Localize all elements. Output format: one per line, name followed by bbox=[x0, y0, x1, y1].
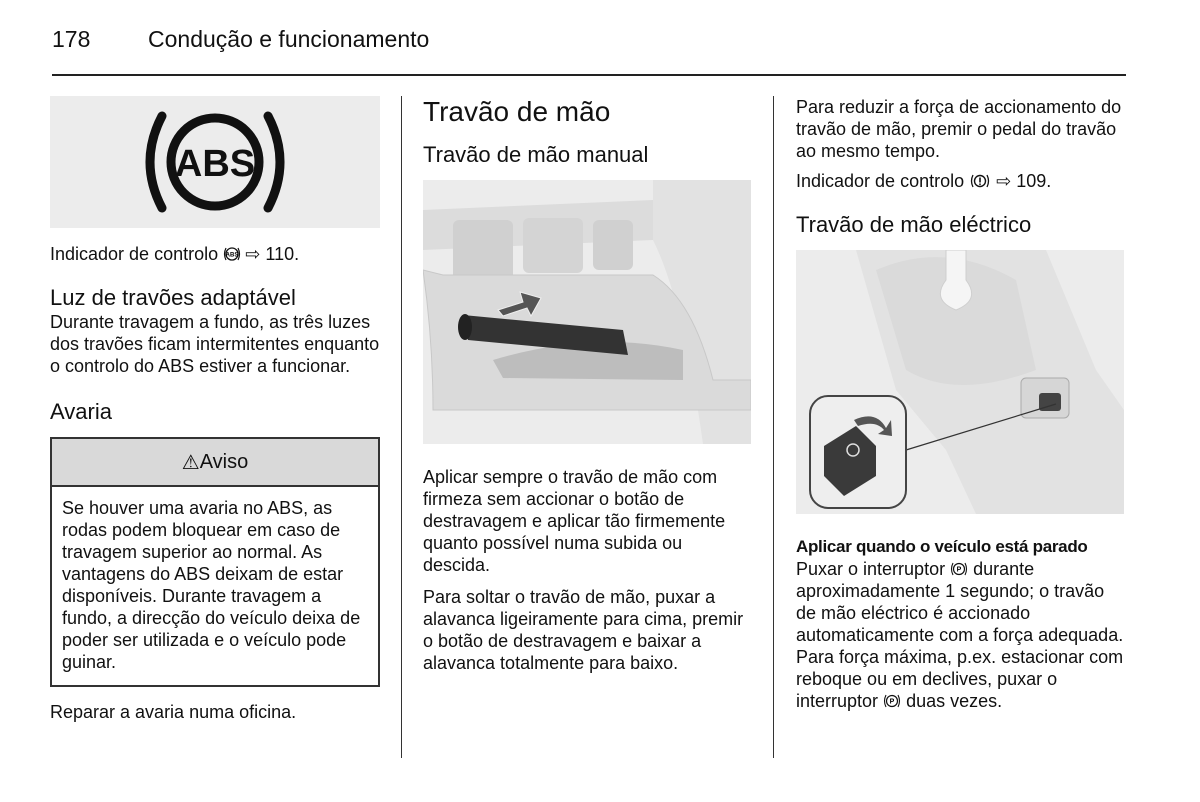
abs-icon bbox=[130, 102, 300, 222]
warning-box bbox=[50, 437, 380, 687]
warning-text: Se houver uma avaria no ABS, as rodas podem bloquear em caso de travagem superior ao normal. As vantagens do ABS deixam de estar disponíveis. Durante travagem a fundo, a direcção do veículo deixa de poder ser utilizada e o veículo pode guinar. bbox=[62, 498, 361, 672]
column-divider-1 bbox=[401, 96, 402, 758]
handbrake-pedal-text: Para reduzir a força de accionamento do travão de mão, premir o pedal do travão ao mesmo tempo. bbox=[796, 97, 1122, 161]
electric-handbrake-text: Puxar o interruptor P durante aproximadamente 1 segundo; o travão de mão eléctrico é accionado automaticamente com a força adequada. Para força máxima, p.ex. estacionar com reboque ou em declives, puxar o interruptor P duas vezes. bbox=[796, 559, 1124, 711]
warning-body bbox=[52, 487, 378, 685]
abs-warning-graphic bbox=[50, 96, 380, 228]
electric-handbrake-illustration bbox=[796, 250, 1124, 514]
svg-text:P: P bbox=[889, 698, 895, 706]
page-number: 178 bbox=[52, 26, 91, 52]
indicator-line: Indicador de controlo ABS ⇨ 110. bbox=[50, 244, 300, 264]
column-3 bbox=[796, 96, 1126, 712]
svg-text:ABS: ABS bbox=[225, 252, 239, 259]
adaptive-brake-light-text: Durante travagem a fundo, as três luzes dos travões ficam intermitentes enquanto o controlo do ABS estiver a funcionar. bbox=[50, 312, 380, 376]
manual-handbrake-illustration bbox=[423, 180, 751, 444]
column-1 bbox=[50, 96, 380, 723]
cross-ref-arrow-icon: ⇨ bbox=[996, 171, 1012, 191]
subheading-electric-handbrake: Travão de mão eléctrico bbox=[796, 212, 1032, 237]
column-divider-2 bbox=[773, 96, 774, 758]
warning-header bbox=[52, 439, 378, 487]
section-heading-fault: Avaria bbox=[50, 399, 112, 424]
section-heading-adaptive-brake-light: Luz de travões adaptável bbox=[50, 285, 296, 310]
page-title: Condução e funcionamento bbox=[148, 26, 430, 52]
abs-icon bbox=[223, 247, 245, 264]
section-heading-handbrake: Travão de mão bbox=[423, 96, 611, 127]
brake-warning-icon bbox=[969, 171, 996, 191]
handbrake-apply-text: Aplicar sempre o travão de mão com firmeza sem accionar o botão de destravagem e aplicar tão firmemente quanto possível numa subida ou descida. bbox=[423, 467, 726, 575]
indicator-line-brake: Indicador de controlo ⇨ 109. bbox=[796, 171, 1052, 191]
page-reference-link[interactable]: 109. bbox=[1016, 171, 1052, 191]
electric-handbrake-bold-line: Aplicar quando o veículo está parado bbox=[796, 537, 1088, 556]
svg-text:ABS: ABS bbox=[174, 143, 256, 185]
column-2 bbox=[423, 96, 753, 674]
handbrake-release-text: Para soltar o travão de mão, puxar a alavanca ligeiramente para cima, premir o botão de destravagem e baixar a alavanca totalmente para baixo. bbox=[423, 587, 744, 673]
repair-note: Reparar a avaria numa oficina. bbox=[50, 702, 297, 722]
cross-ref-arrow-icon: ⇨ bbox=[245, 244, 261, 264]
header-rule bbox=[52, 74, 1126, 76]
parking-brake-switch-icon bbox=[950, 559, 973, 579]
svg-text:P: P bbox=[956, 566, 962, 574]
parking-brake-switch-icon bbox=[883, 691, 906, 711]
warning-triangle-icon: ⚠ bbox=[181, 451, 200, 474]
warning-title: Aviso bbox=[199, 450, 249, 473]
subheading-manual-handbrake: Travão de mão manual bbox=[423, 142, 649, 167]
page-reference-link[interactable]: 110. bbox=[265, 244, 300, 264]
